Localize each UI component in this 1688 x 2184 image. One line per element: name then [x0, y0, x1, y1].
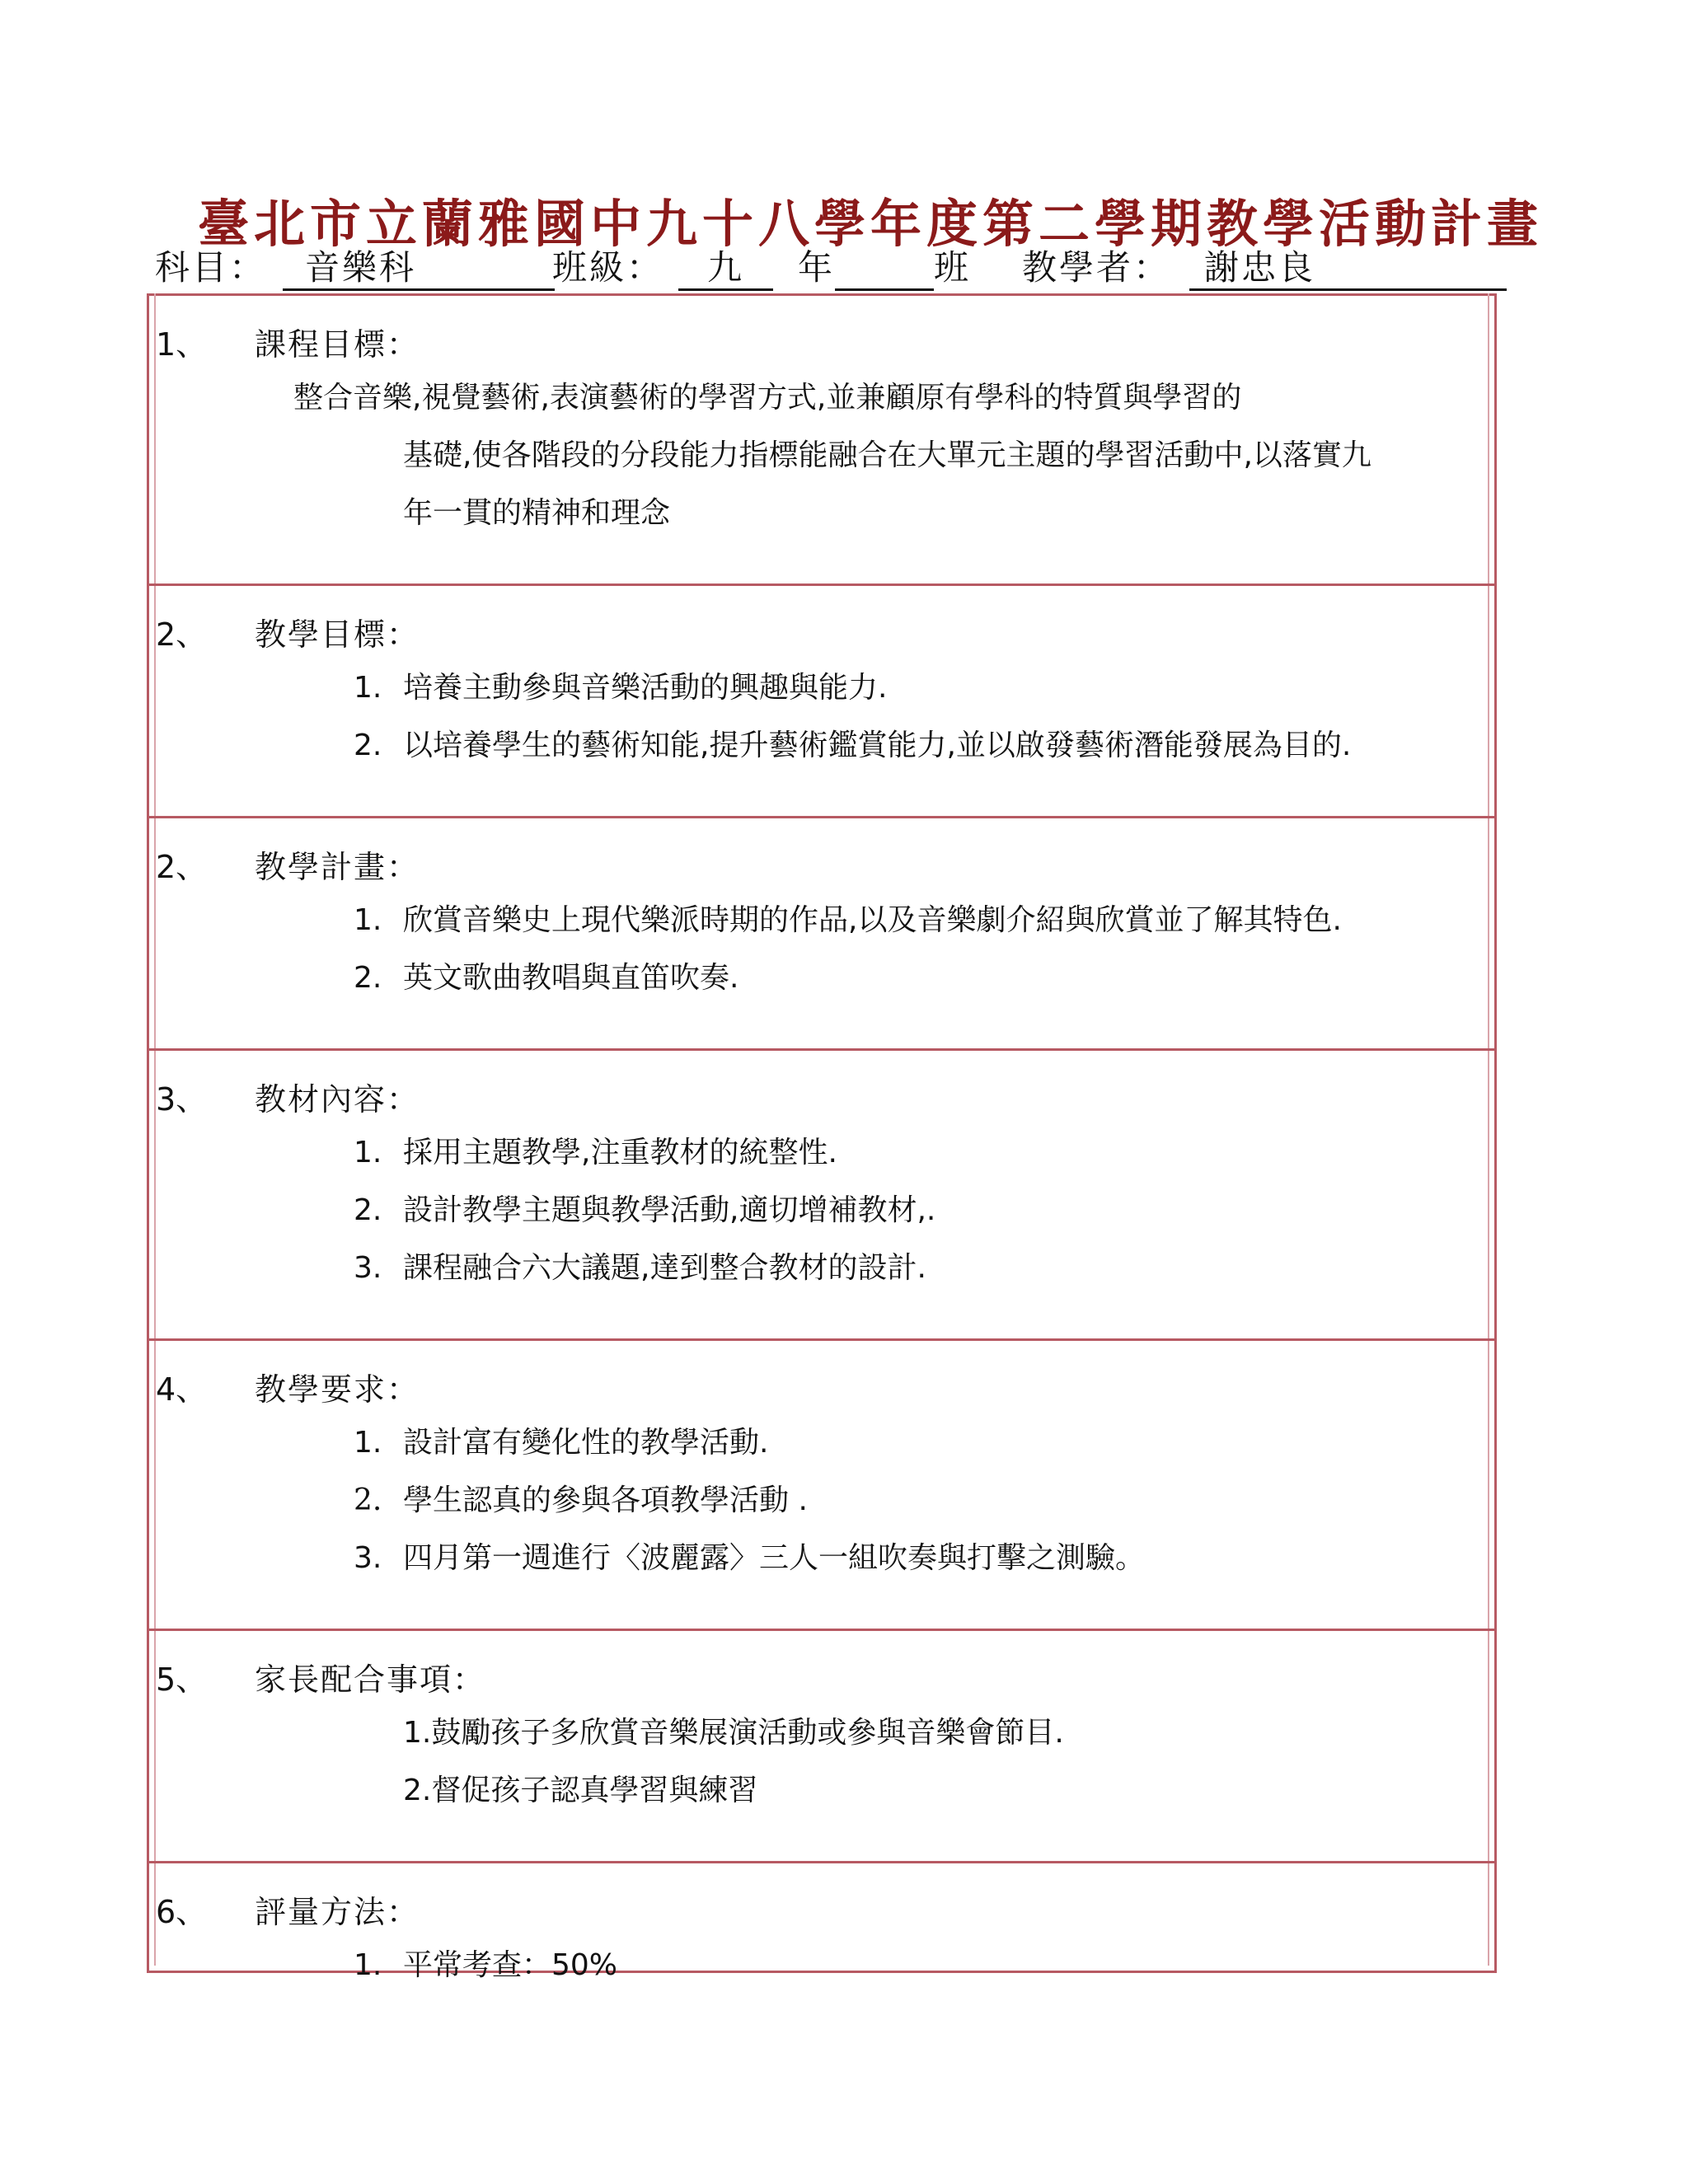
section-number: 2、 [156, 616, 208, 653]
subject-value: 音樂科 [305, 247, 417, 288]
section-number: 6、 [156, 1894, 208, 1930]
section-title: 教學要求： [255, 1371, 420, 1408]
class-number-underline [835, 288, 934, 291]
header-info [155, 241, 1507, 293]
list-item: 1. 培養主動參與音樂活動的興趣與能力. [354, 671, 888, 705]
section-teaching-goals [149, 586, 1494, 818]
class-suffix: 班 [934, 247, 972, 288]
plan-table [147, 293, 1497, 1982]
class-label: 班級： [552, 247, 664, 288]
paragraph-line: 基礎,使各階段的分段能力指標能融合在大單元主題的學習活動中,以落實九 [403, 438, 1372, 472]
section-title: 課程目標： [255, 326, 420, 363]
paragraph-line: 整合音樂,視覺藝術,表演藝術的學習方式,並兼顧原有學科的特質與學習的 [293, 381, 1242, 415]
section-number: 3、 [156, 1081, 208, 1118]
section-parent-cooperation [149, 1631, 1494, 1863]
list-item: 2. 學生認真的參與各項教學活動 . [354, 1483, 808, 1517]
list-item: 2. 英文歌曲教唱與直笛吹奏. [354, 961, 739, 995]
section-number: 5、 [156, 1661, 208, 1698]
list-item: 2. 以培養學生的藝術知能,提升藝術鑑賞能力,並以啟發藝術潛能發展為目的. [354, 729, 1352, 762]
list-item: 2.督促孩子認真學習與練習 [403, 1774, 758, 1807]
teacher-underline [1189, 288, 1507, 291]
class-grade: 九 [707, 247, 745, 288]
list-item: 1.鼓勵孩子多欣賞音樂展演活動或參與音樂會節目. [403, 1716, 1064, 1750]
section-course-goals [149, 296, 1494, 586]
subject-underline [283, 288, 555, 291]
list-item: 3. 課程融合六大議題,達到整合教材的設計. [354, 1251, 926, 1285]
section-number: 1、 [156, 326, 208, 363]
section-requirements [149, 1341, 1494, 1631]
paragraph-line: 年一貫的精神和理念 [403, 496, 671, 530]
section-title: 評量方法： [255, 1894, 420, 1930]
section-assessment [149, 1863, 1494, 1982]
list-item: 1. 設計富有變化性的教學活動. [354, 1426, 769, 1460]
class-grade-underline [678, 288, 773, 291]
teacher-label: 教學者： [1022, 247, 1171, 288]
section-number: 2、 [156, 849, 208, 885]
list-item: 1. 欣賞音樂史上現代樂派時期的作品,以及音樂劇介紹與欣賞並了解其特色. [354, 903, 1342, 937]
section-title: 教學計畫： [255, 849, 420, 885]
list-item: 1. 採用主題教學,注重教材的統整性. [354, 1136, 837, 1169]
page-title: 臺北市立蘭雅國中九十八學年度第二學期教學活動計畫 [198, 194, 1544, 254]
list-item: 3. 四月第一週進行〈波麗露〉三人一組吹奏與打擊之測驗。 [354, 1541, 1146, 1575]
class-year-char: 年 [798, 247, 836, 288]
section-title: 教學目標： [255, 616, 420, 653]
section-number: 4、 [156, 1371, 208, 1408]
list-item: 1. 平常考查：50% [354, 1948, 618, 1982]
section-materials [149, 1051, 1494, 1341]
subject-label: 科目： [155, 247, 267, 288]
section-title: 家長配合事項： [255, 1661, 486, 1698]
teacher-value: 謝忠良 [1204, 247, 1316, 288]
list-item: 2. 設計教學主題與教學活動,適切增補教材,. [354, 1193, 936, 1227]
section-title: 教材內容： [255, 1081, 420, 1118]
section-teaching-plan [149, 818, 1494, 1051]
